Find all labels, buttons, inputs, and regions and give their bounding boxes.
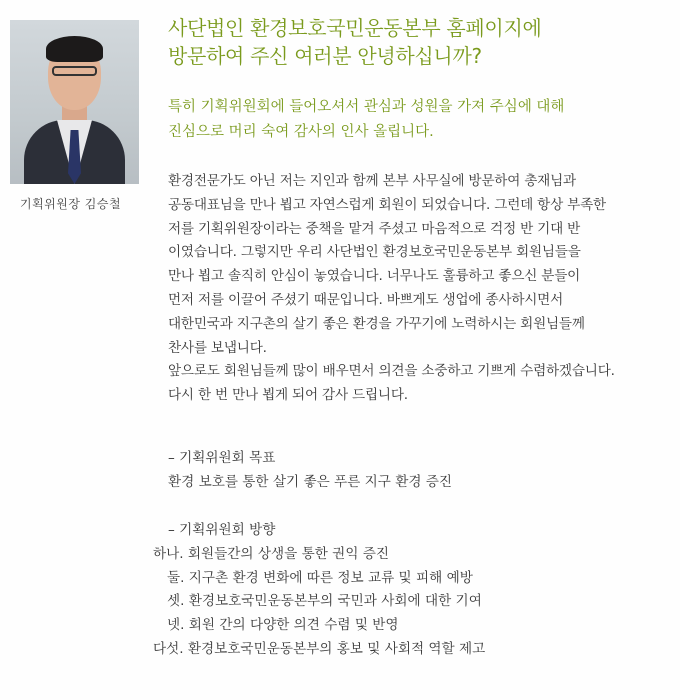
subtitle-line-2: 진심으로 머리 숙여 감사의 인사 올립니다. (168, 124, 434, 140)
direction-header: – 기획위원회 방향 (168, 522, 276, 538)
direction-item: 둘. 지구촌 환경 변화에 따른 정보 교류 및 피해 예방 (167, 569, 473, 586)
direction-item: 넷. 회원 간의 다양한 의견 수렴 및 반영 (167, 617, 399, 634)
greeting-subtitle (168, 95, 668, 145)
direction-item: 다섯. 환경보호국민운동본부의 홍보 및 사회적 역할 제고 (153, 640, 486, 657)
message-body (168, 170, 678, 408)
goal-section (168, 447, 678, 495)
goal-text: 환경 보호를 통한 살기 좋은 푸른 지구 환경 증진 (168, 473, 453, 490)
message-line: 저를 기획위원장이라는 중책을 맡겨 주셨고 마음적으로 걱정 반 기대 반 (168, 220, 581, 237)
direction-item: 하나. 회원들간의 상생을 통한 권익 증진 (153, 545, 390, 562)
goal-header: – 기획위원회 목표 (168, 450, 276, 466)
message-line: 앞으로도 회원님들께 많이 배우면서 의견을 소중하고 기쁘게 수렴하겠습니다. (168, 363, 615, 380)
profile-photo (10, 20, 139, 184)
message-line: 환경전문가도 아닌 저는 지인과 함께 본부 사무실에 방문하여 총재님과 (168, 173, 576, 189)
message-line: 공동대표님을 만나 뵙고 자연스럽게 회원이 되었습니다. 그런데 항상 부족한 (168, 196, 606, 213)
direction-item: 셋. 환경보호국민운동본부의 국민과 사회에 대한 기여 (167, 593, 482, 610)
subtitle-line-1: 특히 기획위원회에 들어오셔서 관심과 성원을 가져 주심에 대해 (168, 99, 565, 115)
photo-glasses (52, 66, 97, 76)
greeting-title (168, 14, 668, 70)
title-line-1: 사단법인 환경보호국민운동본부 홈페이지에 (168, 16, 542, 40)
direction-section (153, 519, 663, 662)
photo-hair (46, 36, 103, 62)
profile-caption: 기획위원장 김승철 (20, 197, 122, 211)
message-line: 이였습니다. 그렇지만 우리 사단법인 환경보호국민운동본부 회원님들을 (168, 244, 581, 261)
title-line-2: 방문하여 주신 여러분 안녕하십니까? (168, 44, 482, 68)
message-line: 찬사를 보냅니다. (168, 339, 267, 356)
message-line: 먼저 저를 이끌어 주셨기 때문입니다. 바쁘게도 생업에 종사하시면서 (168, 291, 564, 308)
message-line: 대한민국과 지구촌의 살기 좋은 환경을 가꾸기에 노력하시는 회원님들께 (168, 315, 585, 332)
message-line: 다시 한 번 만나 뵙게 되어 감사 드립니다. (168, 387, 408, 404)
message-line: 만나 뵙고 솔직히 안심이 놓였습니다. 너무나도 훌륭하고 좋으신 분들이 (168, 268, 581, 285)
